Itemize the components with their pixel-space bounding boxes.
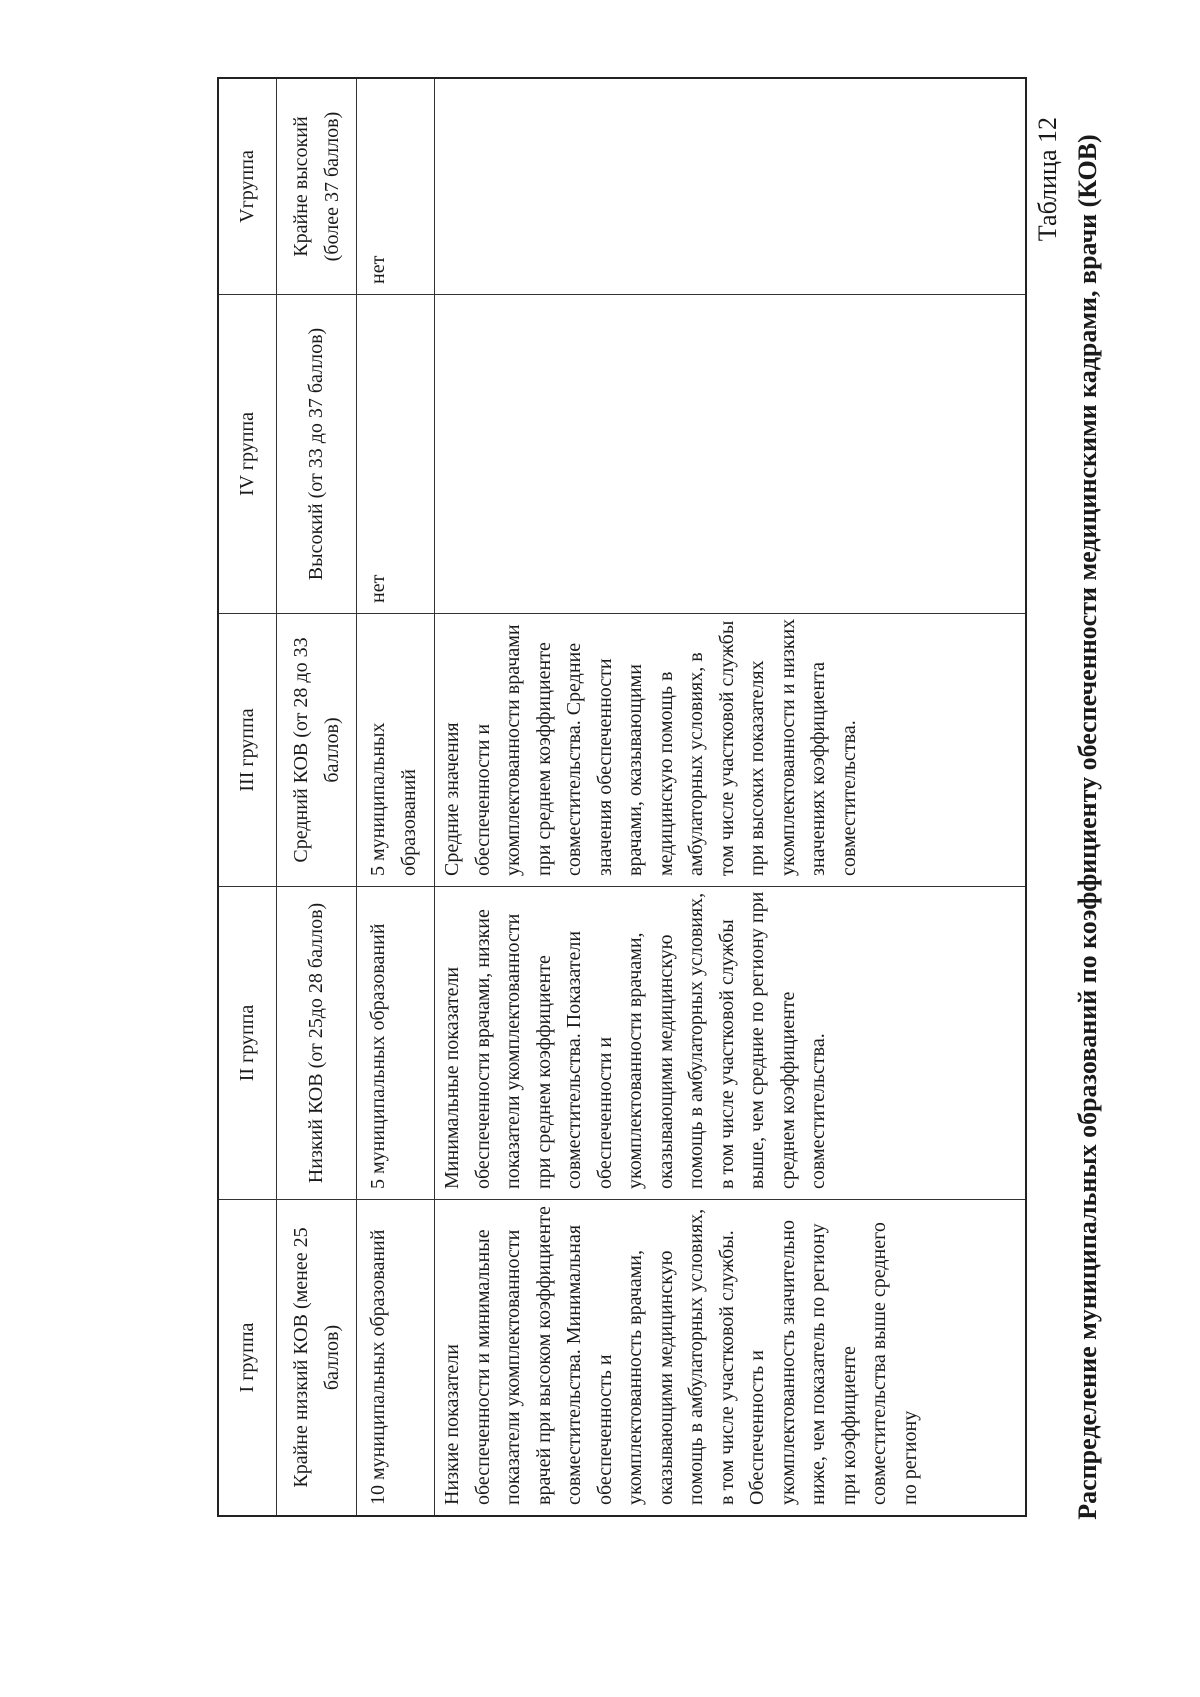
table-header-cell: [219, 886, 277, 1199]
distribution-table: [217, 77, 1027, 1517]
group-header: III группа: [236, 708, 259, 792]
table-cell: [277, 1199, 357, 1515]
kov-level: Крайне высокий (более 37 баллов): [290, 111, 343, 262]
table-header-cell: [219, 79, 277, 294]
municipality-count: нет: [367, 574, 389, 603]
table-cell: [277, 79, 357, 294]
group-description: Минимальные показатели обеспеченности врачами, низкие показатели укомплектованности при среднем коэффициенте совместительства. Показатели обеспеченности и укомплектованности врачами, оказывающими медицинскую помощь в амбулаторных условиях, в том числе участковой службы выше, чем средние по региону при среднем коэффициенте совместительства.: [441, 891, 829, 1189]
table-cell: [357, 79, 435, 294]
municipality-count: 5 муниципальных образований: [367, 722, 420, 876]
group-header: Vгруппа: [236, 150, 259, 223]
table-number: Таблица 12: [1033, 117, 1062, 242]
municipality-count: нет: [367, 255, 389, 284]
table-header-cell: [219, 613, 277, 886]
table-title: Распределение муниципальных образований по коэффициенту обеспеченности медицинскими кадрами, врачи (КОВ): [1073, 134, 1102, 1520]
municipality-count: 10 муниципальных образований: [367, 1229, 389, 1505]
kov-level: Низкий КОВ (от 25до 28 баллов): [305, 902, 328, 1184]
table-cell: [435, 613, 1025, 886]
group-header: I группа: [236, 1322, 259, 1393]
kov-level: Крайне низкий КОВ (менее 25 баллов): [290, 1227, 343, 1488]
table-cell: [277, 886, 357, 1199]
kov-level: Высокий (от 33 до 37 баллов): [305, 327, 328, 581]
group-header: IV группа: [236, 412, 259, 496]
rotated-page: [0, 57, 1200, 1697]
kov-level: Средний КОВ (от 28 до 33 баллов): [290, 637, 343, 863]
group-description: Низкие показатели обеспеченности и минимальные показатели укомплектованности врачей при высоком коэффициенте совместительства. Минимальная обеспеченность и укомплектованность врачами, оказывающими медицинскую помощь в амбулаторных условиях, в том числе участковой службы. Обеспеченность и укомплектованность значительно ниже, чем показатель по региону при коэффициенте совместительства выше среднего по региону: [441, 1206, 921, 1505]
table-header-cell: [219, 294, 277, 613]
table-cell: [277, 613, 357, 886]
table-cell: [277, 294, 357, 613]
group-description: Средние значения обеспеченности и укомплектованности врачами при среднем коэффициенте совместительства. Средние значения обеспеченности врачами, оказывающими медицинскую помощь в амбулаторных условиях, в том числе участковой службы при высоких показателях укомплектованности и низких значениях коэффициента совместительства.: [441, 618, 860, 876]
table-cell: [357, 294, 435, 613]
table-cell: [435, 79, 1025, 294]
table-cell: [357, 886, 435, 1199]
table-cell: [357, 613, 435, 886]
table-cell: [435, 294, 1025, 613]
group-header: II группа: [236, 1004, 259, 1082]
table-cell: [357, 1199, 435, 1515]
table-cell: [435, 886, 1025, 1199]
municipality-count: 5 муниципальных образований: [367, 923, 389, 1189]
table-cell: [435, 1199, 1025, 1515]
table-header-cell: [219, 1199, 277, 1515]
